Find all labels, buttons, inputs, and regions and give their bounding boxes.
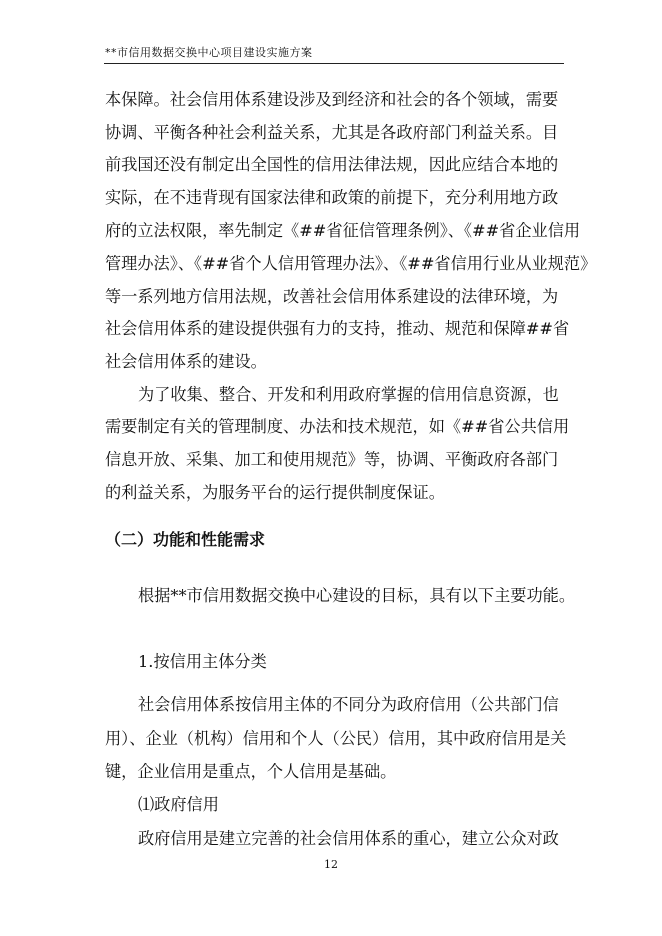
body-text-line: 等一系列地方信用法规，改善社会信用体系建设的法律环境，为 (105, 287, 559, 306)
body-text-line: 需要制定有关的管理制度、办法和技术规范，如《##省公共信用 (105, 417, 570, 436)
item-heading: ⑴政府信用 (138, 795, 219, 814)
body-text-line: 键，企业信用是重点，个人信用是基础。 (105, 762, 397, 781)
body-text-line: 前我国还没有制定出全国性的信用法律法规，因此应结合本地的 (105, 155, 559, 174)
body-text-line: 实际，在不违背现有国家法律和政策的前提下，充分利用地方政 (105, 188, 559, 207)
paragraph-first-line: 根据**市信用数据交换中心建设的目标，具有以下主要功能。 (138, 586, 576, 605)
body-text-line: 用）、企业（机构）信用和个人（公民）信用，其中政府信用是关 (105, 729, 567, 748)
body-text-line: 管理办法》、《##省个人信用管理办法》、《##省信用行业从业规范》 (105, 254, 597, 273)
paragraph-first-line: 政府信用是建立完善的社会信用体系的重心，建立公众对政 (138, 829, 559, 848)
running-header: **市信用数据交换中心项目建设实施方案 (105, 46, 313, 59)
body-text-line: 府的立法权限，率先制定《##省征信管理条例》、《##省企业信用 (105, 221, 581, 240)
body-text-line: 社会信用体系的建设。 (105, 352, 267, 371)
page-number: 12 (324, 858, 338, 871)
paragraph-first-line: 为了收集、整合、开发和利用政府掌握的信用信息资源，也 (138, 385, 559, 404)
header-divider (104, 63, 564, 64)
body-text-line: 信息开放、采集、加工和使用规范》等，协调、平衡政府各部门 (105, 450, 559, 469)
paragraph-first-line: 社会信用体系按信用主体的不同分为政府信用（公共部门信 (138, 695, 559, 714)
body-text-line: 协调、平衡各种社会利益关系，尤其是各政府部门利益关系。目 (105, 123, 559, 142)
subsection-heading: 1.按信用主体分类 (138, 652, 267, 671)
body-text-line: 社会信用体系的建设提供强有力的支持，推动、规范和保障##省 (105, 319, 570, 338)
body-text-line: 本保障。社会信用体系建设涉及到经济和社会的各个领域，需要 (105, 90, 559, 109)
body-text-line: 的利益关系，为服务平台的运行提供制度保证。 (105, 483, 445, 502)
section-heading: （二）功能和性能需求 (105, 530, 266, 549)
